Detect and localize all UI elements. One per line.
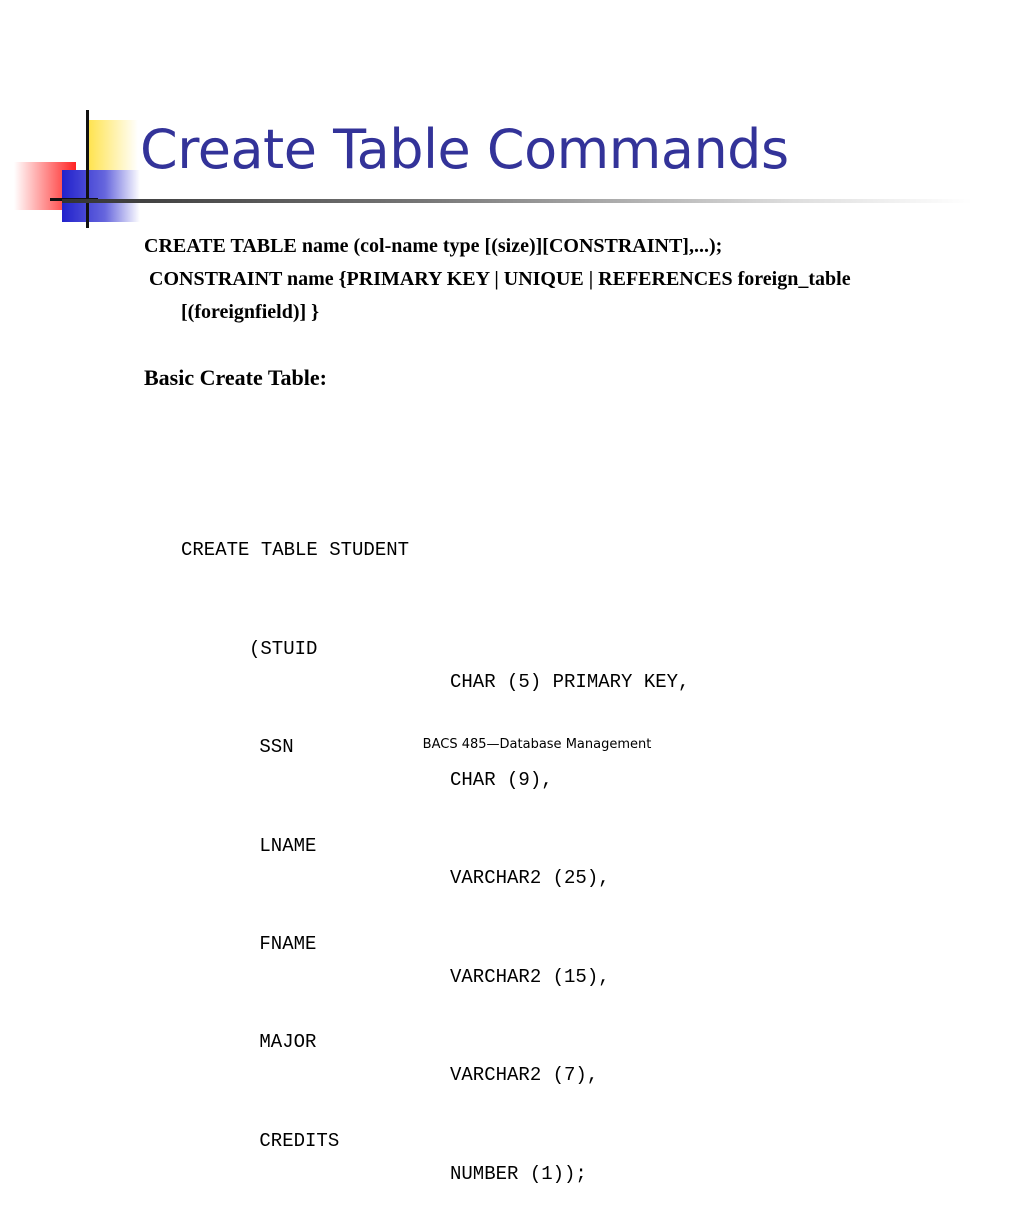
- code-header-text: CREATE TABLE STUDENT: [181, 539, 410, 562]
- slide-logo-icon: [0, 100, 150, 240]
- column-name: MAJOR: [248, 1031, 317, 1054]
- syntax-block: [144, 230, 964, 329]
- code-row: [181, 994, 599, 1087]
- title-divider: [62, 199, 972, 203]
- slide-title: Create Table Commands: [140, 118, 789, 181]
- column-type: VARCHAR2 (15),: [450, 965, 610, 988]
- column-name: SSN: [248, 736, 294, 759]
- column-type: VARCHAR2 (25),: [450, 867, 610, 890]
- column-type: VARCHAR2 (7),: [450, 1064, 599, 1087]
- code-row: [181, 600, 690, 693]
- code-row: [181, 797, 610, 890]
- column-type: CHAR (9),: [450, 768, 553, 791]
- column-type: CHAR (5) PRIMARY KEY,: [450, 670, 690, 693]
- column-name: (STUID: [249, 637, 318, 660]
- column-name: FNAME: [248, 932, 317, 955]
- syntax-line-foreign-field: [(foreignfield)] }: [181, 301, 320, 323]
- basic-create-table-heading: Basic Create Table:: [144, 365, 327, 390]
- syntax-line-constraint: CONSTRAINT name {PRIMARY KEY | UNIQUE | REFERENCES foreign_table: [149, 268, 851, 290]
- code-header-line: [181, 502, 410, 562]
- syntax-line-create-table: CREATE TABLE name (col-name type [(size)][CONSTRAINT],...);: [144, 235, 723, 257]
- column-type: NUMBER (1));: [450, 1162, 587, 1185]
- code-row: [181, 1092, 587, 1185]
- slide-footer: BACS 485—Database Management: [422, 737, 652, 752]
- column-name: CREDITS: [248, 1129, 340, 1152]
- code-row: [181, 895, 610, 988]
- column-name: LNAME: [248, 834, 317, 857]
